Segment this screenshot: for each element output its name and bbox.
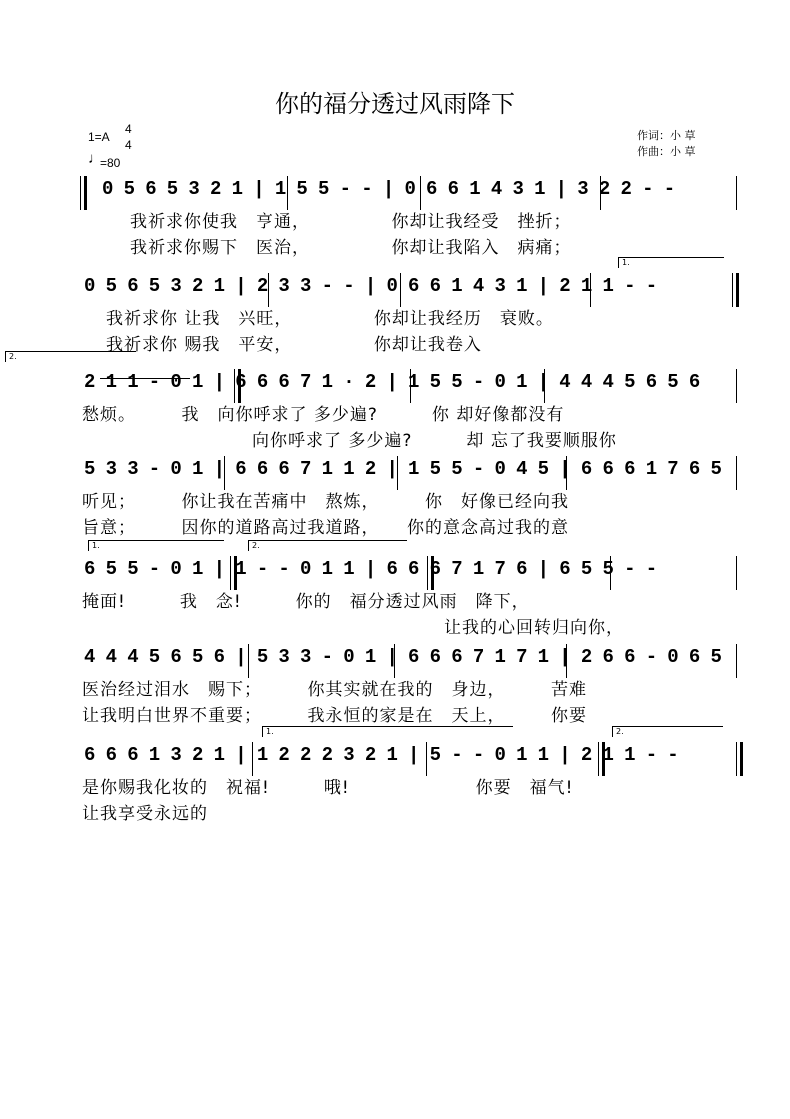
composer: 作曲：小 草 [637,145,696,158]
volta-2: 2. [5,351,136,362]
lyrics-verse-1: 愁烦。 我 向你呼求了 多少遍? 你 却好像都没有 [82,405,565,425]
lyrics-verse-1: 医治经过泪水 赐下； 你其实就在我的 身边， 苦难 [82,680,587,700]
quarter-note-icon: ♩ [88,150,103,167]
lyrics-verse-2: 我祈求你 赐我 平安， 你却让我卷入 [106,335,482,355]
bar-line [736,176,737,210]
notation-line [82,746,742,776]
lyrics-verse-2: 让我明白世界不重要； 我永恒的家是在 天上， 你要 [82,706,587,726]
lyrics-verse-1: 掩面! 我 念! 你的 福分透过风雨 降下， [82,592,530,612]
volta-2: 2. [612,726,723,737]
key-signature: 1=A [88,130,110,144]
lyrics-verse-2: 旨意； 因你的道路高过我道路， 你的意念高过我的意 [82,518,569,538]
lyrics-verse-1: 听见； 你让我在苦痛中 熬炼， 你 好像已经向我 [82,492,569,512]
final-bar [736,742,737,776]
lyricist: 作词：小 草 [637,129,696,142]
notation-line [82,648,742,678]
notation-line [82,277,742,307]
bar-line [736,369,737,403]
time-signature-top: 4 [125,122,132,136]
lyrics-verse-2: 让我的心回转归向你， [444,618,624,638]
lyrics-verse-2: 向你呼求了 多少遍? 却 忘了我要顺服你 [252,431,617,451]
volta-2: 2. [248,540,407,551]
bar-line [736,456,737,490]
volta-1: 1. [618,257,724,268]
notation-line [82,373,742,403]
tempo-marking: =80 [100,156,121,170]
repeat-start-bar [80,176,81,210]
volta-1: 1. [88,540,224,551]
bar-line [736,644,737,678]
jianpu-notes: 0 5 6 5 3 2 1 | 2 3 3 - - | 0 6 6 1 4 3 1 | 2 1 1 - - [84,275,659,297]
lyrics-verse-1: 是你赐我化妆的 祝福! 哦! 你要 福气! [82,778,574,798]
time-signature-bottom: 4 [125,138,132,152]
volta-1: 1. [262,726,513,737]
song-title: 你的福分透过风雨降下 [275,90,515,118]
jianpu-notes: 5 3 3 - 0 1 | 6 6 6 7 1 1 2 | 1 5 5 - 0 4 5 | 6 6 6 1 7 6 5 [84,458,724,480]
jianpu-notes: 6 6 6 1 3 2 1 | 1 2 2 2 3 2 1 | 5 - - 0 1 1 | 2 1 1 - - [84,744,681,766]
jianpu-notes: 4 4 4 5 6 5 6 | 5 3 3 - 0 1 | 6 6 6 7 1 7 1 | 2 6 6 - 0 6 5 [84,646,724,668]
notation-line [82,460,742,490]
jianpu-notes: 6 5 5 - 0 1 | 1 - - 0 1 1 | 6 6 6 7 1 7 6 | 6 5 5 - - [84,558,659,580]
repeat-end-bar [732,273,733,307]
lyrics-verse-2: 让我享受永远的 [82,804,208,824]
lyrics-verse-1: 我祈求你 让我 兴旺， 你却让我经历 衰败。 [106,309,554,329]
bar-line [736,556,737,590]
jianpu-notes: 2 1 1 - 0 1 | 6 6 6 7 1 · 2 | 1 5 5 - 0 1 | 4 4 4 5 6 5 6 [84,371,702,393]
jianpu-notes: 0 5 6 5 3 2 1 | 1 5 5 - - | 0 6 6 1 4 3 1 | 3 2 2 - - [102,178,677,200]
lyrics-verse-1: 我祈求你使我 亨通， 你却让我经受 挫折； [130,212,572,232]
lyrics-verse-2: 我祈求你赐下 医治， 你却让我陷入 病痛； [130,238,572,258]
notation-line [82,180,742,210]
notation-line [82,560,742,590]
credits [637,128,696,160]
